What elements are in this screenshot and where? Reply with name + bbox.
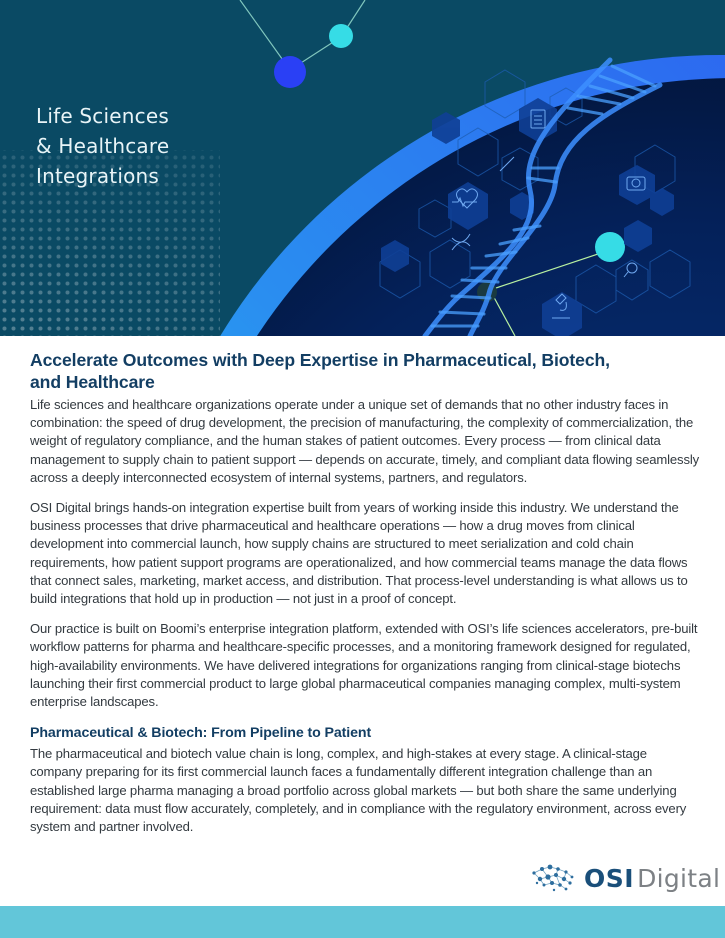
page-heading [30,349,700,393]
page-heading-line: Accelerate Outcomes with Deep Expertise in Pharmaceutical, Biotech, [30,350,610,370]
practice-paragraph: Our practice is built on Boomi’s enterprise integration platform, extended with OSI’s life sciences accelerators, pre-built workflow patterns for pharma and healthcare-specific processes, and a monitoring framework designed for regulated, high-availability environments. We have delivered integrations for organizations ranging from clinical-stage biotechs launching their first commercial product to large global pharmaceutical companies managing complex, multi-system enterprise landscapes. [30,621,698,710]
pharma-paragraph: The pharmaceutical and biotech value chain is long, complex, and high-stakes at every stage. A clinical-stage company preparing for its first commercial launch faces a fundamentally different integration challenge than an established large pharma managing a broad portfolio across global markets — but both share the same underlying requirement: data must flow accurately, completely, and in compliance with the regulatory environment, across every system and partner involved. [30,746,687,835]
logo-wordmark-digital: Digital [637,863,721,893]
main-content [30,349,700,836]
logo-wordmark-osi: OSI [584,863,635,893]
hero-title-line: & Healthcare [36,134,170,158]
hero-title-line: Life Sciences [36,104,169,128]
hero-title [36,101,169,191]
intro-paragraph: Life sciences and healthcare organizations operate under a unique set of demands that no other industry faces in combination: the speed of drug development, the precision of manufacturing, the complexity of commercialization, the weight of regulatory compliance, and the human stakes of patient outcomes. Every process — from clinical data management to supply chain to patient support — depends on accurate, timely, and compliant data flowing seamlessly across a deeply interconnected ecosystem of internal systems, partners, and regulators. [30,397,700,485]
hero-banner [0,0,725,336]
section-subheading: Pharmaceutical & Biotech: From Pipeline to Patient [30,725,372,742]
page-heading-line: and Healthcare [30,372,155,392]
expertise-paragraph: OSI Digital brings hands-on integration expertise built from years of working inside this industry. We understand the business processes that drive pharmaceutical and healthcare operations — how a drug moves from clinical development into commercial launch, how supply chains are structured to meet serialization and cold chain requirements, how patient support programs are operationalized, and how commercial teams manage the data flows that connect sales, marketing, market access, and distribution. That process-level understanding is what allows us to build integrations that hold up in production — not just in a proof of concept. [30,500,688,607]
hero-title-line: Integrations [36,164,160,188]
network-brain-icon [530,863,576,893]
osi-digital-logo [530,860,720,896]
footer-bar [0,906,725,938]
